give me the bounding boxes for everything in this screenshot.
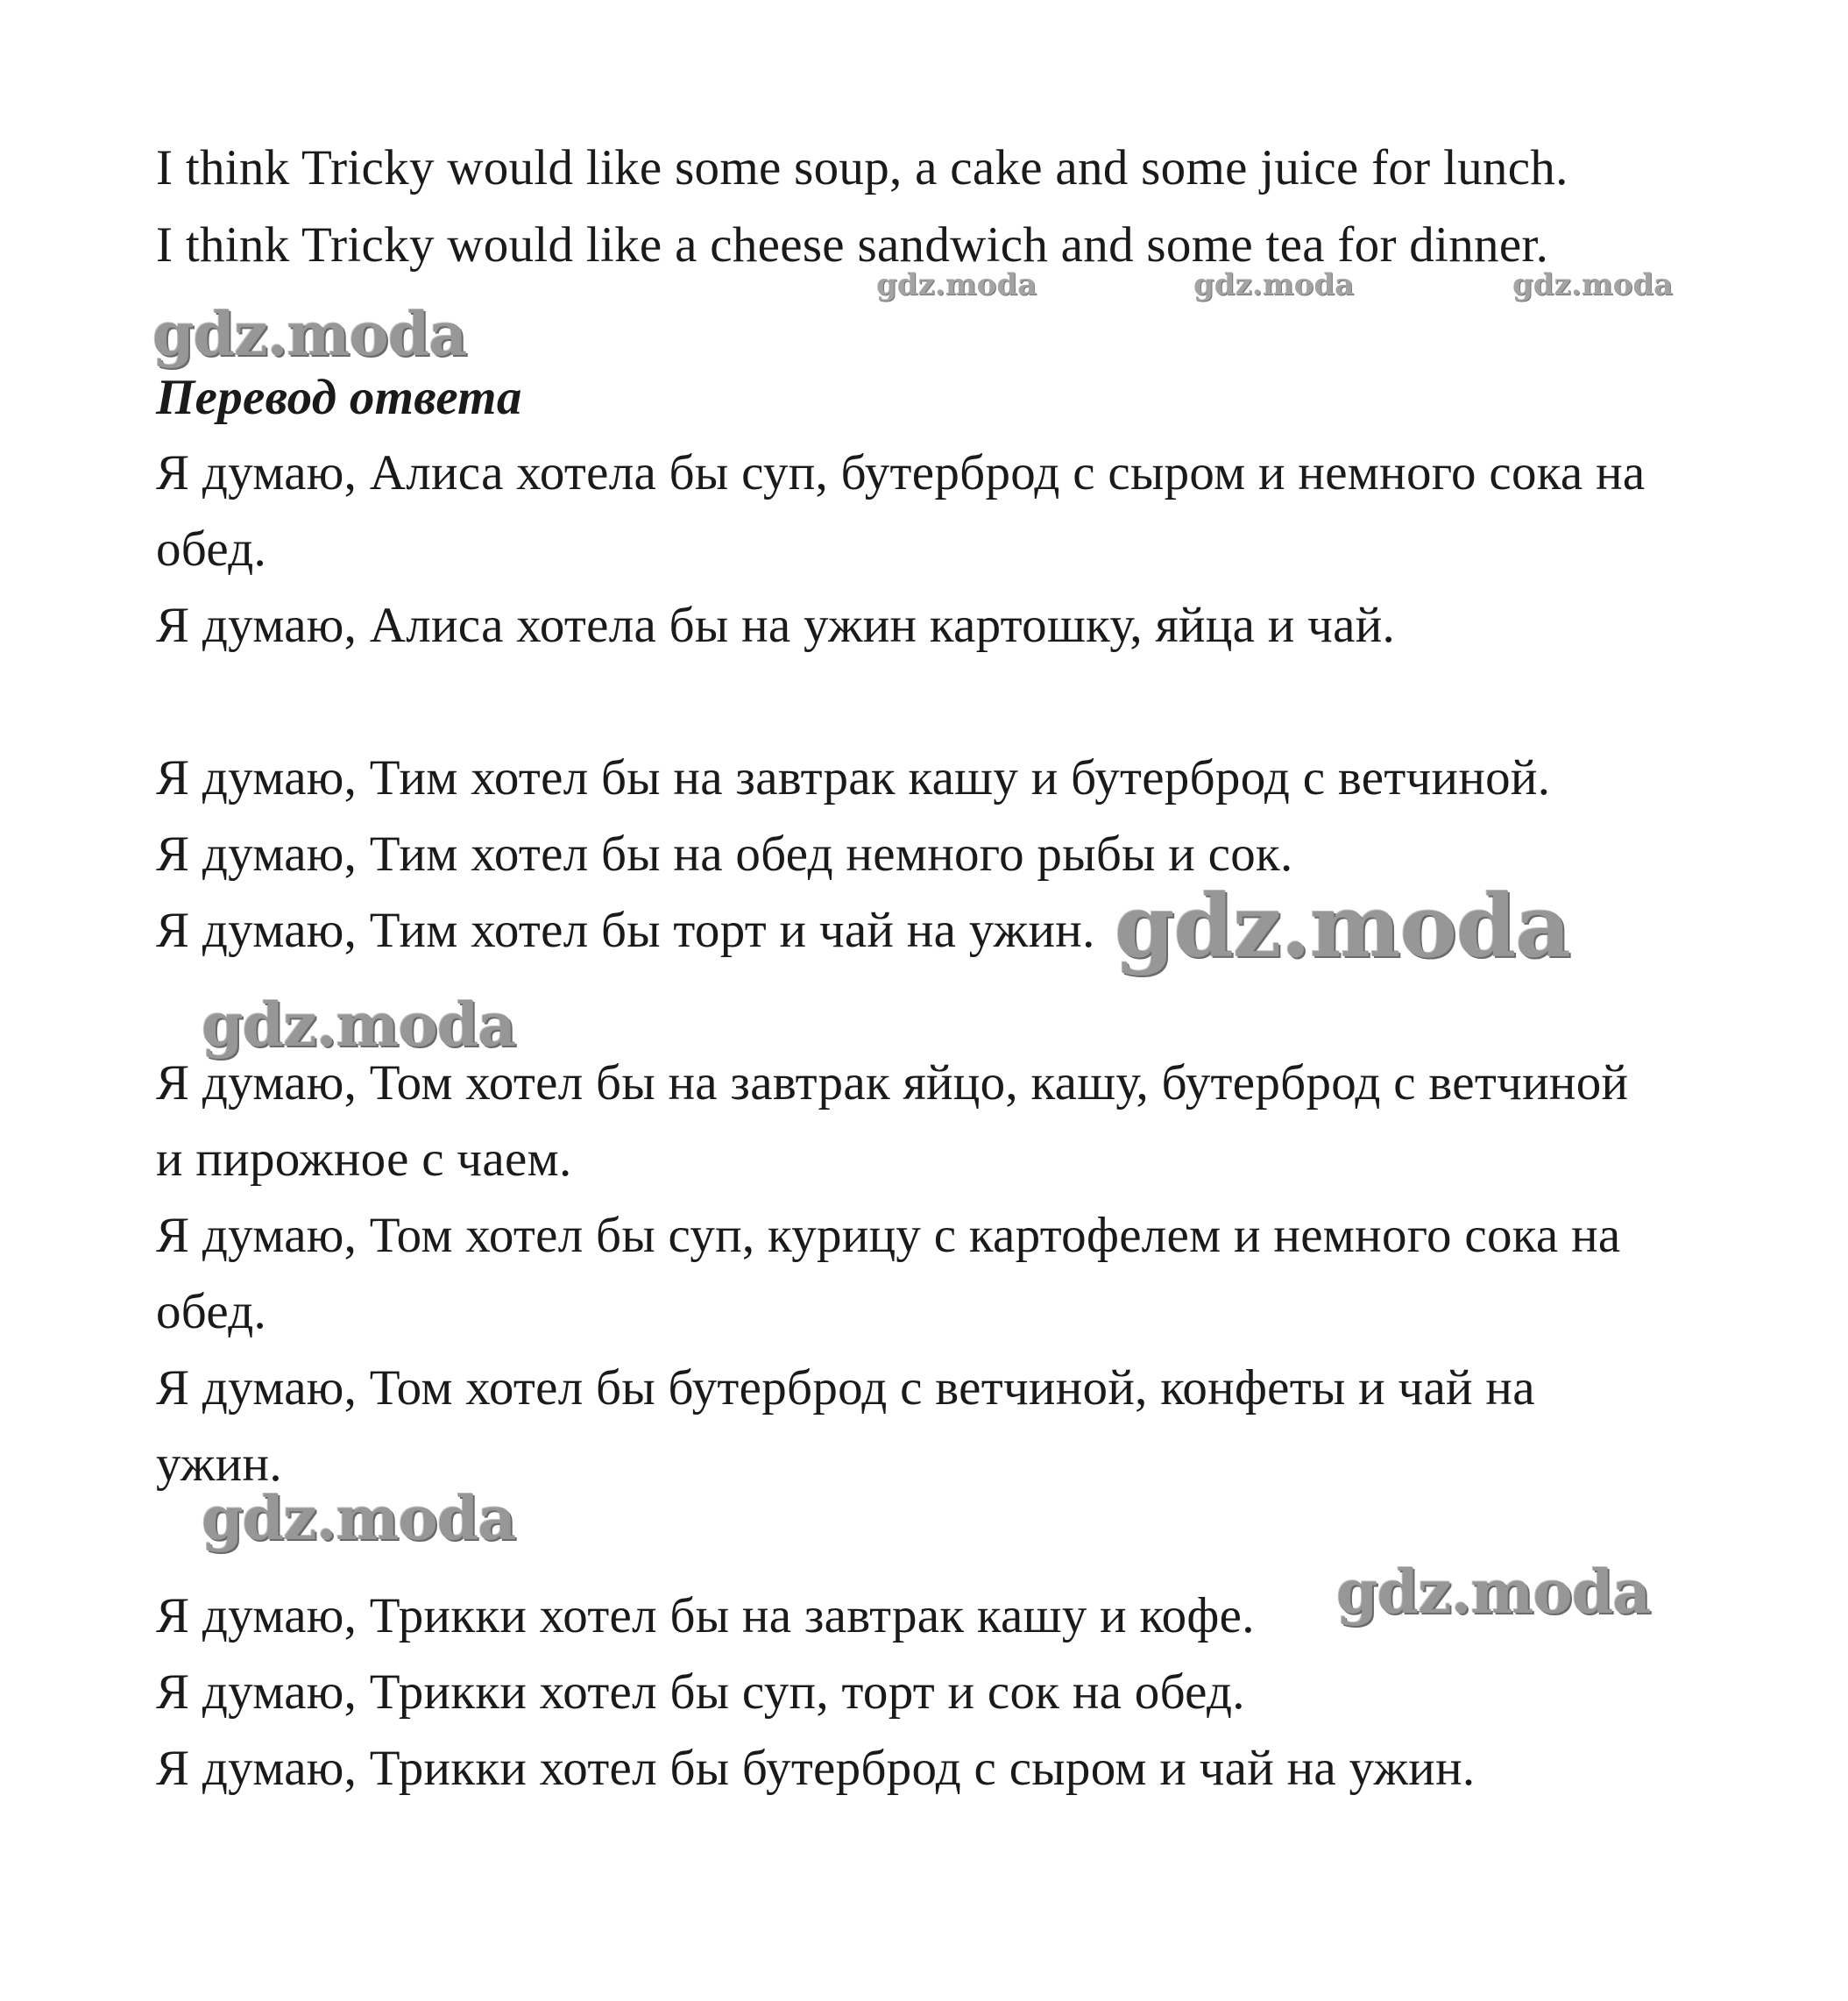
tricky-line: Я думаю, Трикки хотел бы суп, торт и сок на обед. <box>156 1664 1245 1720</box>
watermark-logo: gdz.moda <box>1336 1558 1651 1628</box>
tim-line: Я думаю, Тим хотел бы на завтрак кашу и бутерброд с ветчиной. <box>156 750 1551 805</box>
tom-line: обед. <box>156 1284 267 1339</box>
tom-line: Я думаю, Том хотел бы суп, курицу с картофелем и немного сока на <box>156 1208 1621 1263</box>
watermark-logo: gdz.moda <box>152 300 467 370</box>
tricky-line: Я думаю, Трикки хотел бы бутерброд с сыром и чай на ужин. <box>156 1741 1476 1796</box>
tom-line: ужин. <box>156 1437 282 1492</box>
alisa-line: обед. <box>156 522 267 577</box>
tom-line: Я думаю, Том хотел бы бутерброд с ветчиной, конфеты и чай на <box>156 1360 1535 1416</box>
tim-line: Я думаю, Тим хотел бы на обед немного рыбы и сок. <box>156 827 1293 882</box>
watermark-logo: gdz.moda <box>876 267 1037 302</box>
watermark-logo: gdz.moda <box>202 990 516 1061</box>
watermark-logo: gdz.moda <box>1512 267 1674 302</box>
translation-heading: Перевод ответа <box>156 370 522 425</box>
watermark-logo: gdz.moda <box>202 1484 516 1554</box>
tom-line: и пирожное с чаем. <box>156 1132 572 1187</box>
tom-line: Я думаю, Том хотел бы на завтрак яйцо, кашу, бутерброд с ветчиной <box>156 1055 1629 1110</box>
watermark-logo: gdz.moda <box>1193 267 1355 302</box>
tricky-line: Я думаю, Трикки хотел бы на завтрак кашу и кофе. <box>156 1588 1255 1643</box>
english-line-dinner: I think Tricky would like a cheese sandwich and some tea for dinner. <box>156 217 1549 273</box>
english-line-lunch: I think Tricky would like some soup, a cake and some juice for lunch. <box>156 140 1568 195</box>
alisa-line: Я думаю, Алиса хотела бы на ужин картошку, яйца и чай. <box>156 598 1396 653</box>
watermark-logo: gdz.moda <box>1115 876 1570 977</box>
tim-line: Я думаю, Тим хотел бы торт и чай на ужин. <box>156 903 1095 958</box>
alisa-line: Я думаю, Алиса хотела бы суп, бутерброд с сыром и немного сока на <box>156 445 1646 500</box>
